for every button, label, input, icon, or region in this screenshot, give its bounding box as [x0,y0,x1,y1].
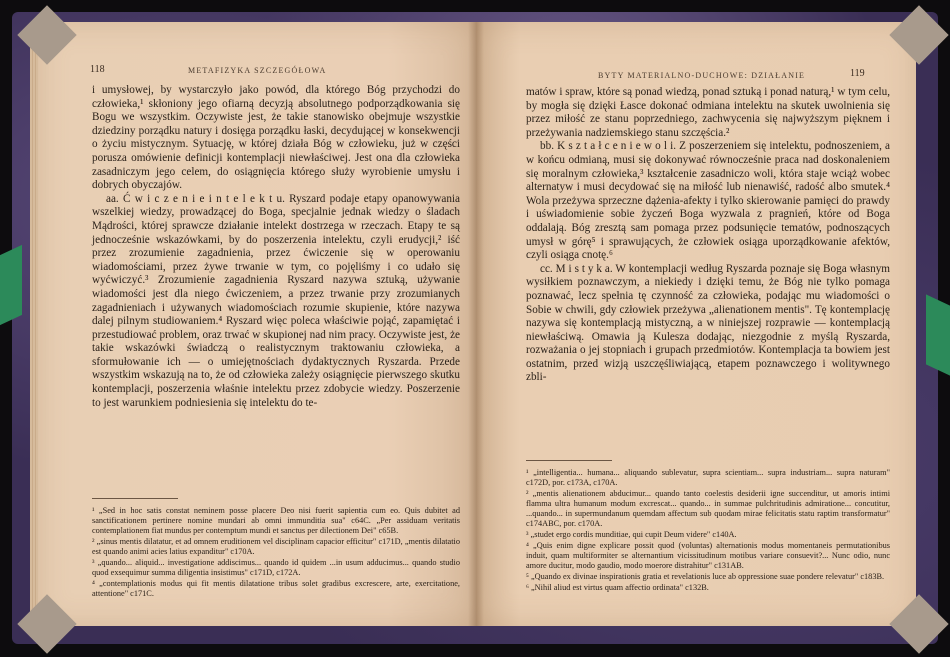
footnote: ⁵ „Quando ex divinae inspirationis gratia et revelationis luce ab oppressione suae pondere relevatur" c183B. [526,572,885,581]
paragraph: bb. K s z t a ł c e n i e w o l i. Z poszerzeniem się intelektu, podnoszeniem, a w końcu odmianą, musi się dokonywać równocześnie praca nad doskonaleniem się moralnym człowieka,³ kształcenie zasadniczo woli, która staje wciąż wobec alternatyw i musi decydować się na miłość lub nienawiść, radość albo smutek.⁴ Wola przeżywa sprzeczne dążenia-afekty i tylko skierowanie pamięci do prawdy i uświadomienie sobie życzeń Boga wyzwala z pragnień, które od Boga oddalają. Bóg zresztą sam pomaga przez podsunięcie tematów, podnoszących umysł w górę⁵ i sprawujących, że człowiek osiąga uporządkowanie afektów, czyli osiąga cnotę.⁶ [526,140,890,262]
paragraph: aa. Ć w i c z e n i e i n t e l e k t u. Ryszard podaje etapy opanowywania wszelkiej wiedzy, prowadzącej do Boga, specjalnie jednak wiedzy o śladach Mądrości, której sprawcze działanie intelekt dostrzega w rzeczach. Etapy te są jednocześnie wskazówkami, by do poszerzenia intelektu, czyli erudycji,² iść przez zrozumienie zagadnienia, przez ćwiczenie się w operowaniu wiadomościami, przez żywe trwanie w tym, co pojęliśmy i co udało się wyćwiczyć.³ Zrozumienie zagadnienia Ryszard nazywa sztuką, używanie wiadomości jest dla niego ćwiczeniem, a przez trwanie przy zrozumianych zagadnieniach i używanych wiadomościach rozumie skupienie, które nazywa dalej pilnym studiowaniem.⁴ Ryszard więc poleca właściwie pojąć, zapamiętać i przestudiować problem, oraz trwać w skupionej nad nim pracy. Oczywiste jest, że takie wskazówki świadczą o realistycznym traktowaniu człowieka, a sformułowanie ich — o umiejętnościach dydaktycznych Ryszarda. Przede wszystkim wskazują na to, że od człowieka zależy osiągnięcie pierwszego skutku kontemplacji, poszerzenia właśnie intelektu przez zdobycie wiedzy. Poszerzenie to jest warunkiem podniesienia się intelektu do te- [92,192,460,409]
footnotes [92,506,460,599]
page-number: 118 [90,64,105,75]
paragraph: cc. M i s t y k a. W kontemplacji według Ryszarda poznaje się Boga własnym wysiłkiem poznawczym, a niekiedy i dzięki temu, że Bóg nie tylko pomaga poznawać, lecz spełnia tę czynność za człowieka, podając mu wiadomości o Sobie w chwili, gdy człowiek przeżywa „alienationem mentis". Tę kontemplację nazywa się kontemplacją mistyczną, a w niniejszej rozprawie — kontemplacją niewłaściwą. Omawia ją Kulesza dodając, niezgodnie z myślą Ryszarda, rozważania o jej stopniach i grupach przedmiotów. Kontemplacja ta bowiem jest ostatnim, przed wizją uszczęśliwiającą, etapem poznawczego i wolitywnego zbli- [526,262,890,384]
footnote-rule [92,498,178,499]
footnotes [526,468,890,593]
footnote: ² „mentis alienationem abducimur... quando tanto coelestis desiderii igne succenditur, ut amoris intimi flamma ultra humanum modum excrescat... quando... in summae pulchritudinis admiratione... concutitur, ...quando... in supermundanum quemdam affectum sub quodam mirae felicitatis statu raptim transformatur" c174ABC, por. c170A. [526,489,890,528]
footnote: ³ „studet ergo cordis munditiae, qui cupit Deum videre" c140A. [526,530,737,539]
paragraph: matów i spraw, które są ponad wiedzą, ponad sztuką i ponad naturą,¹ w tym celu, by mogła się dzięki Łasce dokonać odmiana intelektu na skutek uwolnienia się przez miłość ze stanu poprzedniego, zachwycenia się najwyższym pięknem i przeżywania nadziemskiego stanu szczęścia.² [526,86,890,139]
body-text [92,84,460,410]
footnote: ¹ „intelligentia... humana... aliquando sublevatur, supra scientiam... supra industriam... supra naturam" c172D, por. c173A, c170A. [526,468,890,487]
book-gutter [468,22,484,626]
footnote: ⁴ „Quis enim digne explicare possit quod (voluntas) alternationis modus momentaneis permutationibus induit, quam multiformiter se alternantium vicissitudinum motibus variare consuevit?... Nunc odio, nunc amore ducitur, modo gaudio, modo moerore distrahitur" c131AB. [526,541,890,570]
left-page [38,22,476,626]
footnote: ² „sinus mentis dilatatur, et ad omnem eruditionem vel disciplinam capacior efficitur" c171D, „mentis dilatatio est quando animi acies latius expanditur" c170A. [92,537,460,556]
footnote-rule [526,460,612,461]
background-green-accent [926,294,950,375]
footnote: ⁴ „contemplationis modus qui fit mentis dilatatione tribus solet gradibus excrescere, arte, exercitatione, attentione" c171C. [92,579,460,598]
background-green-accent [0,245,22,325]
footnote: ³ „quando... aliquid... investigatione addiscimus... quando id quidem ...in usum adducimus... quando studio quod exsequimur summa diligentia insistimus" c171D, c172A. [92,558,460,577]
running-header: BYTY MATERIALNO-DUCHOWE: DZIAŁANIE [598,71,806,80]
body-text [526,86,890,385]
running-header: METAFIZYKA SZCZEGÓŁOWA [188,66,327,75]
footnote: ⁶ „Nihil aliud est virtus quam affectio ordinata" c132B. [526,583,709,592]
page-number: 119 [850,68,865,79]
right-page [476,22,916,626]
paragraph: i umysłowej, by wystarczyło jako powód, dla którego Bóg przychodzi do człowieka,¹ skłoniony jego ofiarną decyzją absolutnego podporządkowania się Bogu we wszystkim. Oczywiste jest, że takie stanowisko obejmuje wszystkie dziedziny porządku natury i dosięga porządku łaski, decydującej w konsekwencji o życiu mistycznym. Sytuację, w której działa Bóg w człowieku, już w części porusza omówienie definicji kontemplacji niewłaściwej. Jest ona dla człowieka zasadniczym jego celem, do osiągnięcia którego służy wyrobienie umysłu i dobrych obyczajów. [92,84,460,192]
footnote: ¹ „Sed in hoc satis constat neminem posse placere Deo nisi fuerit sapientia cum eo. Quis dubitet ad sanctificationem pertinere nomine mundari ab omni immunditia sua" c64C. „Per assiduam veritatis contemplationem fiat mundus per contemptum mundi et sanctus per dilectionem Dei" c65B. [92,506,460,535]
